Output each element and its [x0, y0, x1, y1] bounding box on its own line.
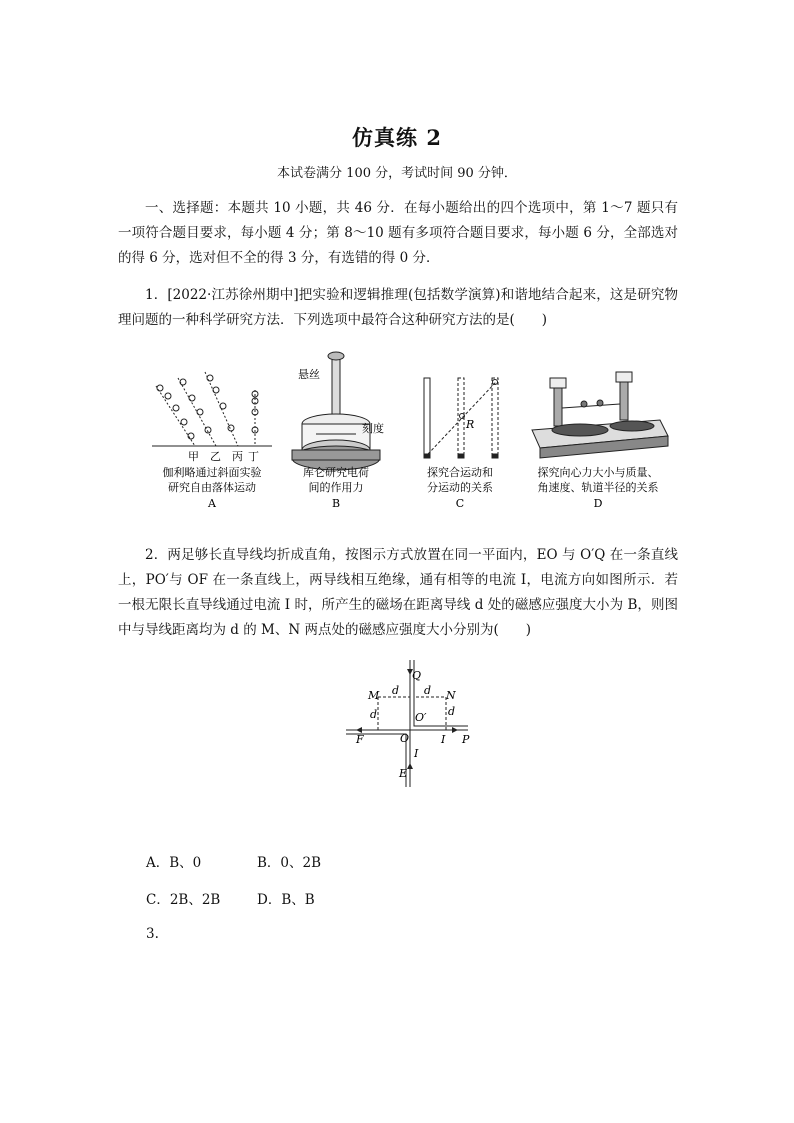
label-q: Q: [412, 669, 422, 682]
label-d-top-right: d: [424, 684, 432, 697]
caption-d-1: 探究向心力大小与质量、: [537, 466, 659, 479]
label-e: E: [399, 767, 408, 780]
figure-c-tubes: [424, 378, 498, 458]
question-2-text: 2．两足够长直导线均折成直角，按图示方式放置在同一平面内，EO 与 O′Q 在一条直线上，PO′与 OF 在一条直线上，两导线相互绝缘，通有相等的电流 I，电流方向如图所示．若一根无限长直导线通过电流 I 时，所产生的磁场在距离导线 d 处的磁感应强度大小为 B，则图中与导线距离均为 d 的 M、N 两点处的磁感应强度大小分别为( ): [118, 547, 678, 638]
caption-a-1: 伽利略通过斜面实验: [162, 466, 262, 479]
label-d-right: d: [448, 705, 456, 718]
label-m: M: [368, 689, 380, 702]
label-p: P: [462, 733, 470, 746]
caption-c-1: 探究合运动和: [427, 466, 493, 479]
caption-a-2: 研究自由落体运动: [168, 481, 256, 494]
label-scale: 刻度: [362, 422, 384, 435]
label-i-right: I: [441, 733, 446, 746]
label-bing: 丙: [232, 450, 243, 463]
caption-c-2: 分运动的关系: [427, 481, 493, 494]
label-wire: 悬丝: [298, 368, 320, 381]
caption-d-2: 角速度、轨道半径的关系: [537, 481, 659, 494]
label-o: O: [400, 732, 410, 745]
option-c[interactable]: C．2B、2B: [146, 892, 221, 908]
question-1-text: 1．[2022·江苏徐州期中]把实验和逻辑推理(包括数学演算)和谐地结合起来，这是研究物理问题的一种科学研究方法．下列选项中最符合这种研究方法的是( ): [118, 287, 678, 328]
question-3-number: 3.: [146, 926, 159, 942]
label-o-prime: O′: [415, 711, 427, 724]
label-r: R: [466, 418, 475, 431]
question-1-figure: [140, 350, 680, 510]
caption-d-letter: D: [593, 497, 603, 510]
option-a[interactable]: A．B、0: [146, 855, 202, 871]
section-instructions: 一、选择题：本题共 10 小题，共 46 分．在每小题给出的四个选项中，第 1～7 题只有一项符合题目要求，每小题 4 分；第 8～10 题有多项符合题目要求，每小题 6 分，全部选对的得 6 分，选对但不全的得 3 分，有选错的得 0 分．: [118, 200, 678, 266]
label-yi: 乙: [210, 450, 221, 463]
arrow-p: [452, 727, 458, 733]
option-d[interactable]: D．B、B: [257, 892, 315, 908]
option-b[interactable]: B．0、2B: [257, 855, 322, 871]
caption-c-letter: C: [455, 497, 465, 510]
label-n: N: [446, 689, 456, 702]
figure-d-apparatus: [532, 372, 668, 458]
caption-b-2: 间的作用力: [308, 481, 364, 494]
exam-info: 本试卷满分 100 分，考试时间 90 分钟．: [277, 166, 517, 181]
caption-a-letter: A: [208, 497, 216, 510]
label-i-down: I: [414, 747, 419, 760]
arrow-e: [407, 763, 413, 769]
figure-a-inclines: [152, 372, 272, 446]
label-jia: 甲: [188, 450, 199, 463]
label-d-top-left: d: [392, 684, 400, 697]
label-ding: 丁: [248, 450, 259, 463]
question-2-diagram: [340, 655, 480, 795]
caption-b-letter: B: [331, 497, 341, 510]
label-f: F: [356, 733, 364, 746]
caption-b-1: 库仑研究电荷: [303, 466, 369, 479]
page-title: 仿真练 2: [352, 125, 442, 150]
label-d-left: d: [370, 708, 378, 721]
